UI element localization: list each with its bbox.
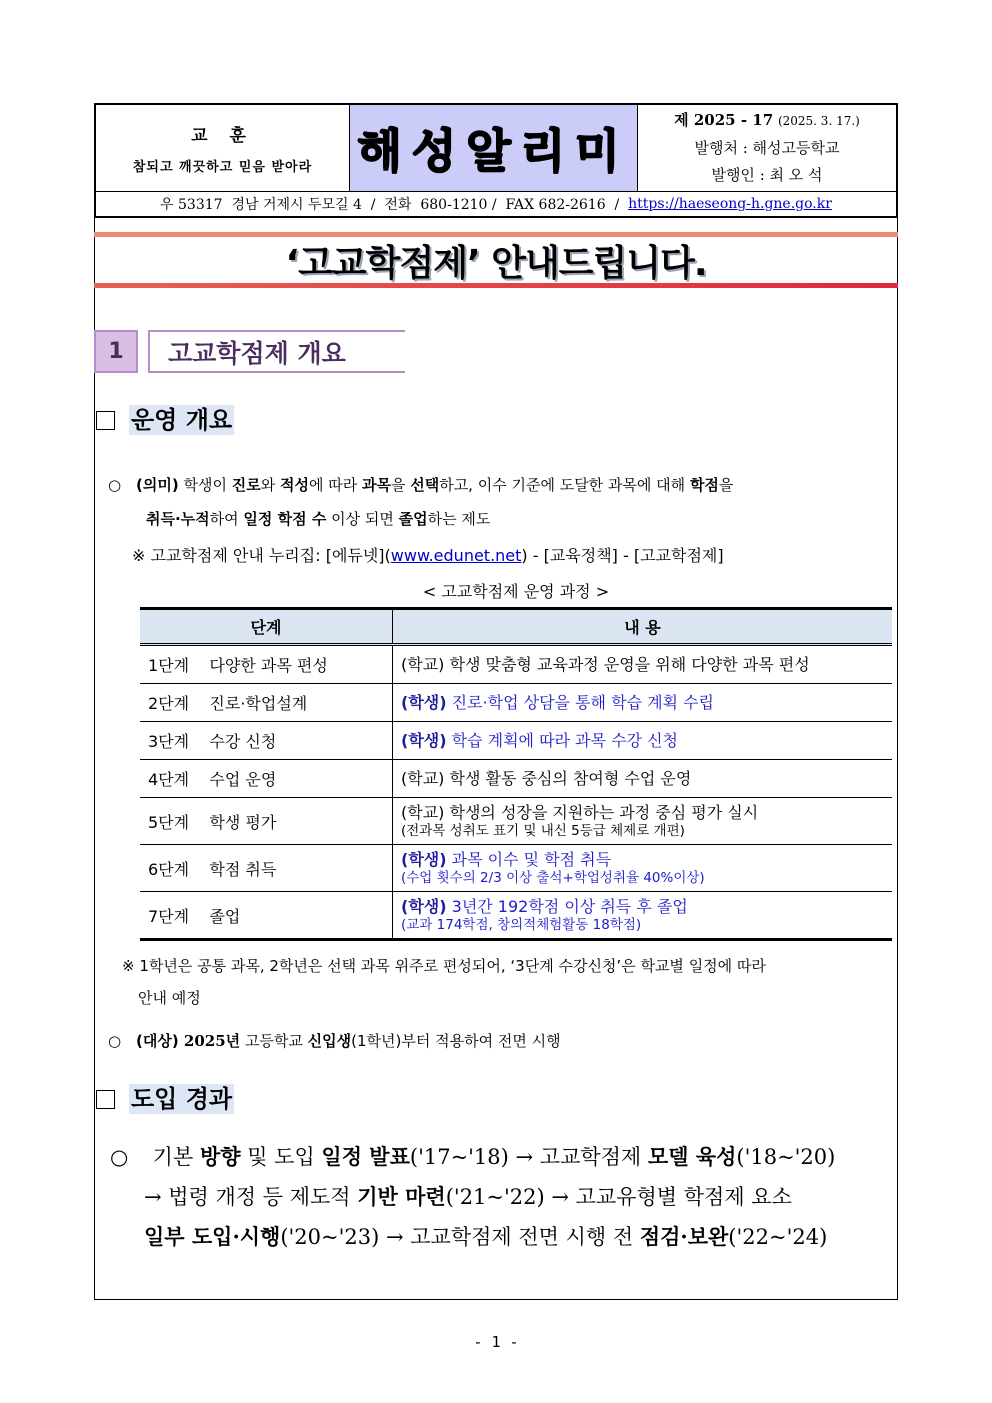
text: 이상 되면 bbox=[326, 510, 399, 528]
checkbox-square-icon bbox=[96, 411, 115, 430]
motto-text: 참되고 깨끗하고 믿음 받아라 bbox=[132, 160, 313, 175]
text: 와 bbox=[260, 476, 280, 494]
content-main bbox=[401, 850, 884, 870]
text: 하여 bbox=[209, 510, 244, 528]
content-text: 진로·학업 상담을 통해 학습 계획 수립 bbox=[446, 692, 714, 712]
motto-title: 교 훈 bbox=[191, 126, 254, 146]
content-text: 학생의 성장을 지원하는 과정 중심 평가 실시 bbox=[444, 802, 759, 822]
text: 학생이 bbox=[178, 476, 232, 494]
subheading-operation bbox=[96, 405, 234, 435]
table-row bbox=[140, 684, 892, 722]
masthead bbox=[94, 103, 898, 218]
text: ('20~'23) → 고교학점제 전면 시행 전 bbox=[280, 1225, 640, 1249]
content-text: 3년간 192학점 이상 취득 후 졸업 bbox=[446, 896, 688, 916]
header-stage: 단계 bbox=[140, 609, 393, 645]
content-main bbox=[401, 897, 884, 917]
table-row bbox=[140, 845, 892, 892]
stage-cell: 6단계 학점 취득 bbox=[140, 845, 393, 892]
content-cell bbox=[393, 645, 893, 684]
text: 기본 bbox=[146, 1145, 200, 1169]
actor-label: (학생) bbox=[401, 896, 447, 916]
text-bold: 적성 bbox=[279, 476, 309, 494]
table-header-row bbox=[140, 609, 892, 645]
content-cell bbox=[393, 798, 893, 845]
text-bold: 일정 학점 수 bbox=[243, 510, 327, 528]
text-bold: 학점 bbox=[689, 476, 719, 494]
actor-label: (학생) bbox=[401, 730, 447, 750]
reference-path: ) - [교육정책] - [고교학점제] bbox=[521, 546, 724, 565]
content-cell bbox=[393, 845, 893, 892]
header-content: 내 용 bbox=[393, 609, 893, 645]
actor-label: (학교) bbox=[401, 654, 445, 674]
circle-bullet-icon: ○ bbox=[108, 1032, 122, 1050]
text: (1학년)부터 적용하여 전면 시행 bbox=[351, 1032, 561, 1050]
text: 하고, 이수 기준에 도달한 과목에 대해 bbox=[439, 476, 690, 494]
publisher: 발행처 : 해성고등학교 bbox=[694, 139, 840, 157]
section-title: 고교학점제 개요 bbox=[148, 330, 405, 373]
target-paragraph bbox=[108, 1030, 561, 1051]
issue-label: 제 2025 - 17 bbox=[674, 111, 774, 129]
content-cell bbox=[393, 722, 893, 760]
content-text: 학생 활동 중심의 참여형 수업 운영 bbox=[444, 768, 692, 788]
history-paragraph bbox=[110, 1137, 900, 1257]
text-bold: 일부 도입·시행 bbox=[144, 1224, 281, 1249]
text-bold: 선택 bbox=[410, 476, 440, 494]
text-bold: 진로 bbox=[231, 476, 261, 494]
text-bold: 과목 bbox=[361, 476, 391, 494]
text: ('18~'20) bbox=[736, 1145, 836, 1169]
actor-label: (학생) bbox=[401, 849, 447, 869]
section-number: 1 bbox=[94, 330, 138, 373]
issue-info bbox=[638, 105, 896, 191]
text-bold: 점검·보완 bbox=[639, 1224, 729, 1249]
issue-number bbox=[674, 107, 860, 135]
content-cell bbox=[393, 892, 893, 940]
text-bold: 일정 발표 bbox=[321, 1144, 410, 1169]
actor-label: (학생) bbox=[401, 692, 447, 712]
reference-text: 고교학점제 안내 누리집: [에듀넷]( bbox=[145, 546, 391, 565]
reference-line bbox=[132, 543, 724, 566]
note-line-1: 1학년은 공통 과목, 2학년은 선택 과목 위주로 편성되어, ‘3단계 수강신청’은 학교별 일정에 따라 bbox=[134, 957, 766, 975]
text-bold: 졸업 bbox=[398, 510, 428, 528]
content-text: 과목 이수 및 학점 취득 bbox=[446, 849, 612, 869]
meaning-paragraph bbox=[108, 468, 908, 536]
issuer: 발행인 : 최 오 석 bbox=[711, 166, 823, 184]
target-label: (대상) bbox=[136, 1032, 179, 1050]
content-main bbox=[401, 693, 884, 713]
banner-bottom-rule bbox=[94, 283, 898, 288]
banner-title: ‘고교학점제’ 안내드립니다. bbox=[285, 242, 707, 284]
stage-cell: 1단계 다양한 과목 편성 bbox=[140, 645, 393, 684]
subheading-label: 도입 경과 bbox=[131, 1085, 233, 1113]
issue-date: (2025. 3. 17.) bbox=[777, 114, 860, 128]
meaning-label: (의미) bbox=[136, 476, 179, 494]
text-bold: 모델 육성 bbox=[647, 1144, 737, 1169]
stage-cell: 2단계 진로·학업설계 bbox=[140, 684, 393, 722]
text: 하는 제도 bbox=[427, 510, 491, 528]
note-paragraph bbox=[122, 950, 902, 1014]
content-main bbox=[401, 731, 884, 751]
address-text: 우 53317 경남 거제시 두모길 4 / 전화 680-1210 / FAX 682-2616 / bbox=[160, 197, 629, 213]
edunet-link[interactable]: www.edunet.net bbox=[390, 546, 522, 565]
text: 및 도입 bbox=[240, 1145, 322, 1169]
text: 을 bbox=[718, 476, 734, 494]
text: → 법령 개정 등 제도적 bbox=[144, 1185, 358, 1209]
content-cell bbox=[393, 760, 893, 798]
reference-mark: ※ bbox=[132, 546, 146, 565]
stage-cell: 5단계 학생 평가 bbox=[140, 798, 393, 845]
school-motto bbox=[96, 105, 350, 191]
table-row bbox=[140, 760, 892, 798]
text: 을 bbox=[390, 476, 411, 494]
content-text: 학생 맞춤형 교육과정 운영을 위해 다양한 과목 편성 bbox=[444, 654, 810, 674]
text: 고등학교 bbox=[240, 1032, 308, 1050]
text-bold: 방향 bbox=[199, 1144, 241, 1169]
checkbox-square-icon bbox=[96, 1090, 115, 1109]
text-bold: 취득·누적 bbox=[146, 510, 210, 528]
content-cell bbox=[393, 684, 893, 722]
stage-cell: 3단계 수강 신청 bbox=[140, 722, 393, 760]
table-row bbox=[140, 892, 892, 940]
page-number: - 1 - bbox=[473, 1333, 519, 1351]
stage-cell: 4단계 수업 운영 bbox=[140, 760, 393, 798]
subheading-history bbox=[96, 1084, 234, 1114]
table-row bbox=[140, 645, 892, 684]
content-main bbox=[401, 803, 884, 823]
table-row bbox=[140, 798, 892, 845]
note-mark: ※ bbox=[122, 957, 135, 975]
text: ('21~'22) → 고교유형별 학점제 요소 bbox=[445, 1185, 792, 1209]
text-bold: 신입생 bbox=[307, 1032, 352, 1050]
process-table bbox=[140, 607, 892, 941]
content-subtext: (전과목 성취도 표기 및 내신 5등급 체제로 개편) bbox=[401, 822, 685, 839]
table-row bbox=[140, 722, 892, 760]
stage-cell: 7단계 졸업 bbox=[140, 892, 393, 940]
actor-label: (학교) bbox=[401, 802, 445, 822]
newsletter-title-box bbox=[350, 105, 638, 191]
content-main bbox=[401, 655, 884, 675]
text: ('22~'24) bbox=[728, 1225, 828, 1249]
content-subtext: (교과 174학점, 창의적체험활동 18학점) bbox=[401, 916, 642, 933]
text: ('17~'18) → 고교학점제 bbox=[409, 1145, 648, 1169]
website-link[interactable]: https://haeseong-h.gne.go.kr bbox=[628, 196, 832, 212]
circle-bullet-icon: ○ bbox=[110, 1145, 129, 1169]
subheading-label: 운영 개요 bbox=[131, 406, 233, 434]
table-caption: < 고교학점제 운영 과정 > bbox=[422, 582, 610, 601]
target-year: 2025년 bbox=[178, 1032, 241, 1050]
circle-bullet-icon: ○ bbox=[108, 476, 122, 494]
text: 에 따라 bbox=[308, 476, 362, 494]
content-main bbox=[401, 769, 884, 789]
content-subtext: (수업 횟수의 2/3 이상 출석+학업성취율 40%이상) bbox=[401, 869, 705, 886]
masthead-top-row bbox=[96, 105, 896, 192]
actor-label: (학교) bbox=[401, 768, 445, 788]
newsletter-title: 해성알리미 bbox=[357, 124, 630, 178]
text-bold: 기반 마련 bbox=[357, 1184, 446, 1209]
note-line-2: 안내 예정 bbox=[138, 989, 201, 1007]
content-text: 학습 계획에 따라 과목 수강 신청 bbox=[446, 730, 678, 750]
